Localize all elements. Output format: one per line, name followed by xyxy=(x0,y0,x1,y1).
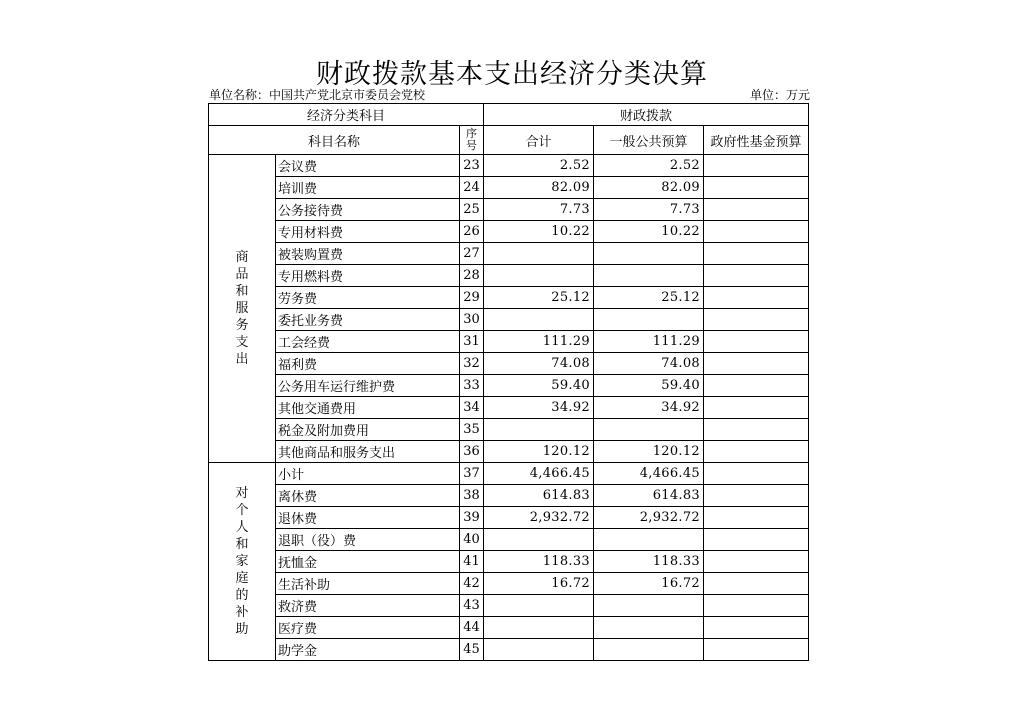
subject-name-cell: 福利费 xyxy=(276,353,460,375)
general-budget-cell: 614.83 xyxy=(594,485,704,507)
general-budget-cell: 16.72 xyxy=(594,573,704,595)
seq-cell: 33 xyxy=(460,375,484,397)
subject-name-cell: 税金及附加费用 xyxy=(276,419,460,441)
category-cell xyxy=(209,155,276,463)
seq-cell: 32 xyxy=(460,353,484,375)
table-row xyxy=(209,265,809,287)
gov-fund-cell xyxy=(704,551,809,573)
header-general-budget: 一般公共预算 xyxy=(594,126,704,155)
general-budget-cell: 25.12 xyxy=(594,287,704,309)
seq-cell: 41 xyxy=(460,551,484,573)
table-row xyxy=(209,485,809,507)
total-cell xyxy=(484,419,594,441)
category-label: 商品和服务支出 xyxy=(235,250,249,367)
gov-fund-cell xyxy=(704,573,809,595)
table-row xyxy=(209,353,809,375)
subject-name-cell: 生活补助 xyxy=(276,573,460,595)
table-row xyxy=(209,309,809,331)
total-cell: 34.92 xyxy=(484,397,594,419)
gov-fund-cell xyxy=(704,397,809,419)
seq-cell: 40 xyxy=(460,529,484,551)
general-budget-cell xyxy=(594,639,704,661)
table-body xyxy=(209,155,809,661)
subject-name-cell: 助学金 xyxy=(276,639,460,661)
subject-name-cell: 公务接待费 xyxy=(276,199,460,221)
header-seq: 序号 xyxy=(460,126,484,155)
general-budget-cell: 82.09 xyxy=(594,177,704,199)
subject-name-cell: 其他交通费用 xyxy=(276,397,460,419)
total-cell: 10.22 xyxy=(484,221,594,243)
seq-cell: 34 xyxy=(460,397,484,419)
total-cell: 25.12 xyxy=(484,287,594,309)
seq-cell: 23 xyxy=(460,155,484,177)
general-budget-cell: 7.73 xyxy=(594,199,704,221)
seq-cell: 28 xyxy=(460,265,484,287)
subject-name-cell: 退休费 xyxy=(276,507,460,529)
total-cell: 7.73 xyxy=(484,199,594,221)
seq-cell: 30 xyxy=(460,309,484,331)
table-row xyxy=(209,199,809,221)
unit-label: 单位：万元 xyxy=(749,88,810,102)
table-row xyxy=(209,529,809,551)
subject-name-cell: 小计 xyxy=(276,463,460,485)
gov-fund-cell xyxy=(704,221,809,243)
gov-fund-cell xyxy=(704,265,809,287)
general-budget-cell: 59.40 xyxy=(594,375,704,397)
subject-name-cell: 退职（役）费 xyxy=(276,529,460,551)
total-cell: 59.40 xyxy=(484,375,594,397)
general-budget-cell: 4,466.45 xyxy=(594,463,704,485)
general-budget-cell xyxy=(594,309,704,331)
subject-name-cell: 抚恤金 xyxy=(276,551,460,573)
subject-name-cell: 公务用车运行维护费 xyxy=(276,375,460,397)
gov-fund-cell xyxy=(704,617,809,639)
total-cell: 2.52 xyxy=(484,155,594,177)
gov-fund-cell xyxy=(704,243,809,265)
gov-fund-cell xyxy=(704,485,809,507)
gov-fund-cell xyxy=(704,529,809,551)
gov-fund-cell xyxy=(704,155,809,177)
subject-name-cell: 其他商品和服务支出 xyxy=(276,441,460,463)
total-cell: 82.09 xyxy=(484,177,594,199)
seq-cell: 27 xyxy=(460,243,484,265)
subject-name-cell: 专用材料费 xyxy=(276,221,460,243)
gov-fund-cell xyxy=(704,595,809,617)
category-cell xyxy=(209,463,276,661)
table-row xyxy=(209,375,809,397)
budget-table xyxy=(208,103,809,661)
subject-name-cell: 专用燃料费 xyxy=(276,265,460,287)
total-cell xyxy=(484,639,594,661)
total-cell: 118.33 xyxy=(484,551,594,573)
seq-cell: 31 xyxy=(460,331,484,353)
total-cell: 614.83 xyxy=(484,485,594,507)
general-budget-cell xyxy=(594,265,704,287)
total-cell: 16.72 xyxy=(484,573,594,595)
total-cell xyxy=(484,265,594,287)
table-row xyxy=(209,639,809,661)
gov-fund-cell xyxy=(704,331,809,353)
gov-fund-cell xyxy=(704,419,809,441)
table-row xyxy=(209,463,809,485)
table-row xyxy=(209,419,809,441)
seq-cell: 37 xyxy=(460,463,484,485)
gov-fund-cell xyxy=(704,353,809,375)
subject-name-cell: 工会经费 xyxy=(276,331,460,353)
gov-fund-cell xyxy=(704,507,809,529)
table-row xyxy=(209,507,809,529)
general-budget-cell: 2,932.72 xyxy=(594,507,704,529)
header-total: 合计 xyxy=(484,126,594,155)
seq-cell: 36 xyxy=(460,441,484,463)
table-row xyxy=(209,243,809,265)
general-budget-cell: 118.33 xyxy=(594,551,704,573)
total-cell xyxy=(484,243,594,265)
total-cell xyxy=(484,529,594,551)
header-fiscal: 财政拨款 xyxy=(484,104,809,126)
seq-cell: 45 xyxy=(460,639,484,661)
total-cell: 74.08 xyxy=(484,353,594,375)
seq-cell: 26 xyxy=(460,221,484,243)
subject-name-cell: 劳务费 xyxy=(276,287,460,309)
general-budget-cell xyxy=(594,595,704,617)
header-econ-class: 经济分类科目 xyxy=(209,104,484,126)
subject-name-cell: 医疗费 xyxy=(276,617,460,639)
general-budget-cell: 10.22 xyxy=(594,221,704,243)
general-budget-cell: 34.92 xyxy=(594,397,704,419)
general-budget-cell xyxy=(594,529,704,551)
header-subject-name: 科目名称 xyxy=(209,126,460,155)
table-row xyxy=(209,331,809,353)
subject-name-cell: 培训费 xyxy=(276,177,460,199)
gov-fund-cell xyxy=(704,375,809,397)
seq-cell: 25 xyxy=(460,199,484,221)
table-row xyxy=(209,397,809,419)
seq-cell: 35 xyxy=(460,419,484,441)
seq-cell: 39 xyxy=(460,507,484,529)
gov-fund-cell xyxy=(704,441,809,463)
total-cell: 2,932.72 xyxy=(484,507,594,529)
unit-name: 单位名称：中国共产党北京市委员会党校 xyxy=(209,88,426,102)
gov-fund-cell xyxy=(704,177,809,199)
header-gov-fund-budget: 政府性基金预算 xyxy=(704,126,809,155)
seq-cell: 38 xyxy=(460,485,484,507)
total-cell: 4,466.45 xyxy=(484,463,594,485)
subject-name-cell: 救济费 xyxy=(276,595,460,617)
general-budget-cell: 2.52 xyxy=(594,155,704,177)
general-budget-cell: 74.08 xyxy=(594,353,704,375)
total-cell xyxy=(484,309,594,331)
total-cell: 111.29 xyxy=(484,331,594,353)
table-row xyxy=(209,177,809,199)
seq-cell: 42 xyxy=(460,573,484,595)
table-row xyxy=(209,595,809,617)
seq-cell: 24 xyxy=(460,177,484,199)
table-row xyxy=(209,617,809,639)
gov-fund-cell xyxy=(704,309,809,331)
table-row xyxy=(209,441,809,463)
gov-fund-cell xyxy=(704,639,809,661)
general-budget-cell: 111.29 xyxy=(594,331,704,353)
seq-cell: 43 xyxy=(460,595,484,617)
total-cell xyxy=(484,617,594,639)
subject-name-cell: 被装购置费 xyxy=(276,243,460,265)
gov-fund-cell xyxy=(704,287,809,309)
table-row xyxy=(209,551,809,573)
general-budget-cell xyxy=(594,243,704,265)
total-cell xyxy=(484,595,594,617)
subject-name-cell: 会议费 xyxy=(276,155,460,177)
table-row xyxy=(209,287,809,309)
total-cell: 120.12 xyxy=(484,441,594,463)
seq-cell: 44 xyxy=(460,617,484,639)
gov-fund-cell xyxy=(704,463,809,485)
table-row xyxy=(209,221,809,243)
seq-cell: 29 xyxy=(460,287,484,309)
subject-name-cell: 离休费 xyxy=(276,485,460,507)
table-row xyxy=(209,573,809,595)
gov-fund-cell xyxy=(704,199,809,221)
subject-name-cell: 委托业务费 xyxy=(276,309,460,331)
general-budget-cell: 120.12 xyxy=(594,441,704,463)
general-budget-cell xyxy=(594,419,704,441)
general-budget-cell xyxy=(594,617,704,639)
table-row xyxy=(209,155,809,177)
page-title: 财政拨款基本支出经济分类决算 xyxy=(316,59,708,90)
category-label: 对个人和家庭的补助 xyxy=(235,486,249,637)
